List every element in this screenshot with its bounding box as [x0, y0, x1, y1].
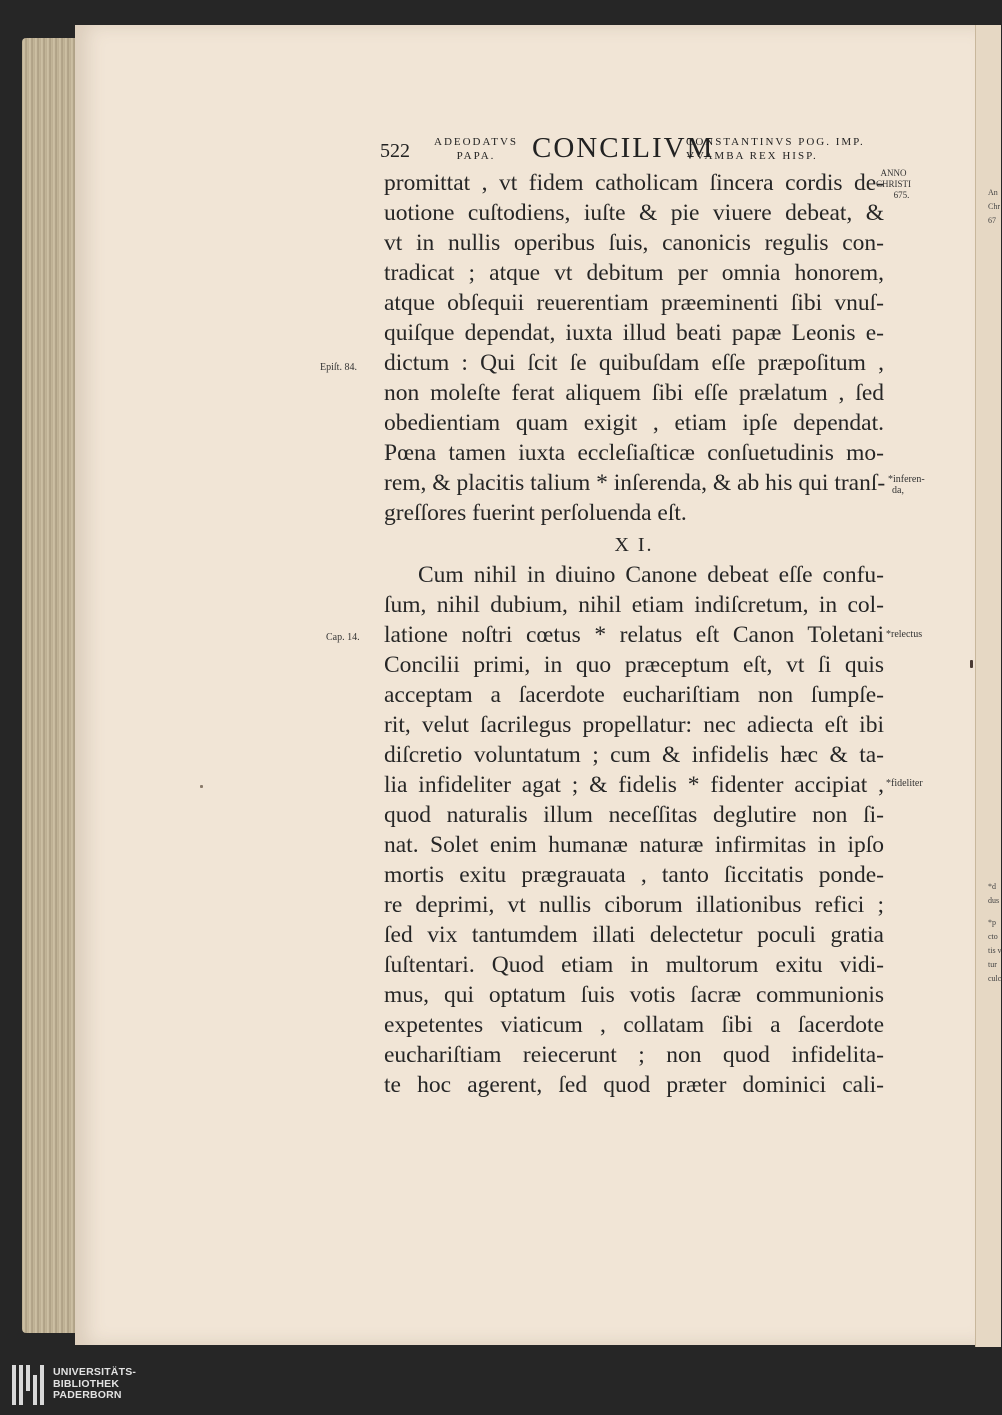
margin-year-label: ANNO [880, 168, 907, 178]
text-line: expetentes viaticum , collatam ſibi a ſacerdote [384, 1012, 884, 1038]
library-name-line: BIBLIOTHEK [53, 1377, 120, 1390]
fragment-text: tis v [988, 946, 1002, 955]
header-pope [434, 135, 518, 163]
fragment-text: *p [988, 918, 996, 927]
text-line: greſſores fuerint perſoluenda eſt. [384, 500, 687, 526]
text-line: Pœna tamen iuxta eccleſiaſticæ conſuetudinis mo- [384, 440, 884, 466]
ink-speck [200, 785, 203, 788]
margin-note-inserenda [888, 474, 925, 496]
fragment-text: 67 [988, 216, 996, 225]
margin-note-fideliter: *fideliter [886, 778, 923, 789]
text-line: atque obſequii reuerentiam præeminenti ſibi vnuſ- [384, 290, 884, 316]
library-name-line: UNIVERSITÄTS- [53, 1366, 137, 1378]
margin-year-value: 675. [893, 190, 910, 200]
text-line: ſum, nihil dubium, nihil etiam indiſcretum, in col- [384, 592, 884, 618]
fragment-text: cto [988, 932, 998, 941]
header-emperor: CONSTANTINVS POG. IMP. [686, 136, 865, 148]
text-line: obedientiam quam exigit , etiam ipſe dependat. [384, 410, 884, 436]
text-line: quiſque dependat, iuxta illud beati papæ Leonis e- [384, 320, 884, 346]
margin-year-label: CHRISTI [876, 179, 912, 189]
text-line: vt in nullis operibus ſuis, canonicis regulis con- [384, 230, 884, 256]
fragment-text: tur [988, 960, 997, 969]
text-line: promittat , vt fidem catholicam ſincera cordis de- [384, 170, 884, 196]
text-line: Concilii primi, in quo præceptum eſt, vt ſi quis [384, 652, 884, 678]
header-pope-title: PAPA. [456, 150, 496, 162]
text-line: lia infideliter agat ; & fidelis * fidenter accipiat , [384, 772, 884, 798]
text-line: re deprimi, vt nullis ciborum illationibus refici ; [384, 892, 884, 918]
text-line: te hoc agerent, ſed quod præter dominici cali- [384, 1072, 884, 1098]
page-number: 522 [380, 140, 410, 162]
margin-note-line: da, [892, 485, 904, 496]
section-heading: X I. [614, 534, 654, 556]
library-logo-text [53, 1367, 136, 1402]
fragment-text: culc [988, 974, 1002, 983]
text-line: ſuſtentari. Quod etiam in multorum exitu vidi- [384, 952, 884, 978]
margin-note-chapter: Cap. 14. [326, 632, 360, 643]
text-line: tradicat ; atque vt debitum per omnia honorem, [384, 260, 884, 286]
text-line: diſcretio voluntatum ; cum & infidelis hæc & ta- [384, 742, 884, 768]
library-logo [12, 1365, 152, 1405]
text-line: nat. Solet enim humanæ naturæ infirmitas in ipſo [384, 832, 884, 858]
library-name-line: PADERBORN [53, 1389, 122, 1401]
header-rulers [686, 135, 865, 163]
text-line: rit, velut ſacrilegus propellatur: nec adiecta eſt ibi [384, 712, 884, 738]
text-line: ſed vix tantumdem illati delectetur poculi gratia [384, 922, 884, 948]
text-line: rem, & placitis talium * inſerenda, & ab his qui tranſ- [384, 470, 886, 496]
library-logo-mark-icon [12, 1365, 44, 1405]
text-line: latione noſtri cœtus * relatus eſt Canon Toletani [384, 622, 884, 648]
text-line: acceptam a ſacerdote euchariſtiam non ſumpſe- [384, 682, 884, 708]
fragment-text: Chr [988, 202, 1000, 211]
ink-mark [970, 660, 973, 668]
text-line: mus, qui optatum ſuis votis ſacræ communionis [384, 982, 884, 1008]
text-line: Cum nihil in diuino Canone debeat eſſe confu- [418, 562, 884, 588]
header-pope-name: ADEODATVS [434, 136, 518, 148]
header-king: VVAMBA REX HISP. [686, 150, 818, 162]
facing-page-edge [975, 25, 1001, 1347]
text-line: mortis exitu prægrauata , tanto ſiccitatis ponde- [384, 862, 884, 888]
text-line: euchariſtiam reiecerunt ; non quod infidelita- [384, 1042, 884, 1068]
fragment-text: *d [988, 882, 996, 891]
margin-note-epistle: Epiſt. 84. [320, 362, 357, 373]
fragment-text: An [988, 188, 998, 197]
margin-note-relectus: *relectus [886, 629, 923, 640]
text-line: dictum : Qui ſcit ſe quibuſdam eſſe præpoſitum , [384, 350, 884, 376]
book-page-edges [22, 38, 82, 1333]
running-title: CONCILIVM [532, 132, 715, 164]
fragment-text: dus [988, 896, 1000, 905]
text-line: quod naturalis illum neceſſitas deglutire non ſi- [384, 802, 884, 828]
text-line: non moleſte ferat aliquem ſibi eſſe prælatum , ſed [384, 380, 884, 406]
margin-note-line: *inferen- [888, 474, 925, 485]
text-line: uotione cuſtodiens, iuſte & pie viuere debeat, & [384, 200, 884, 226]
